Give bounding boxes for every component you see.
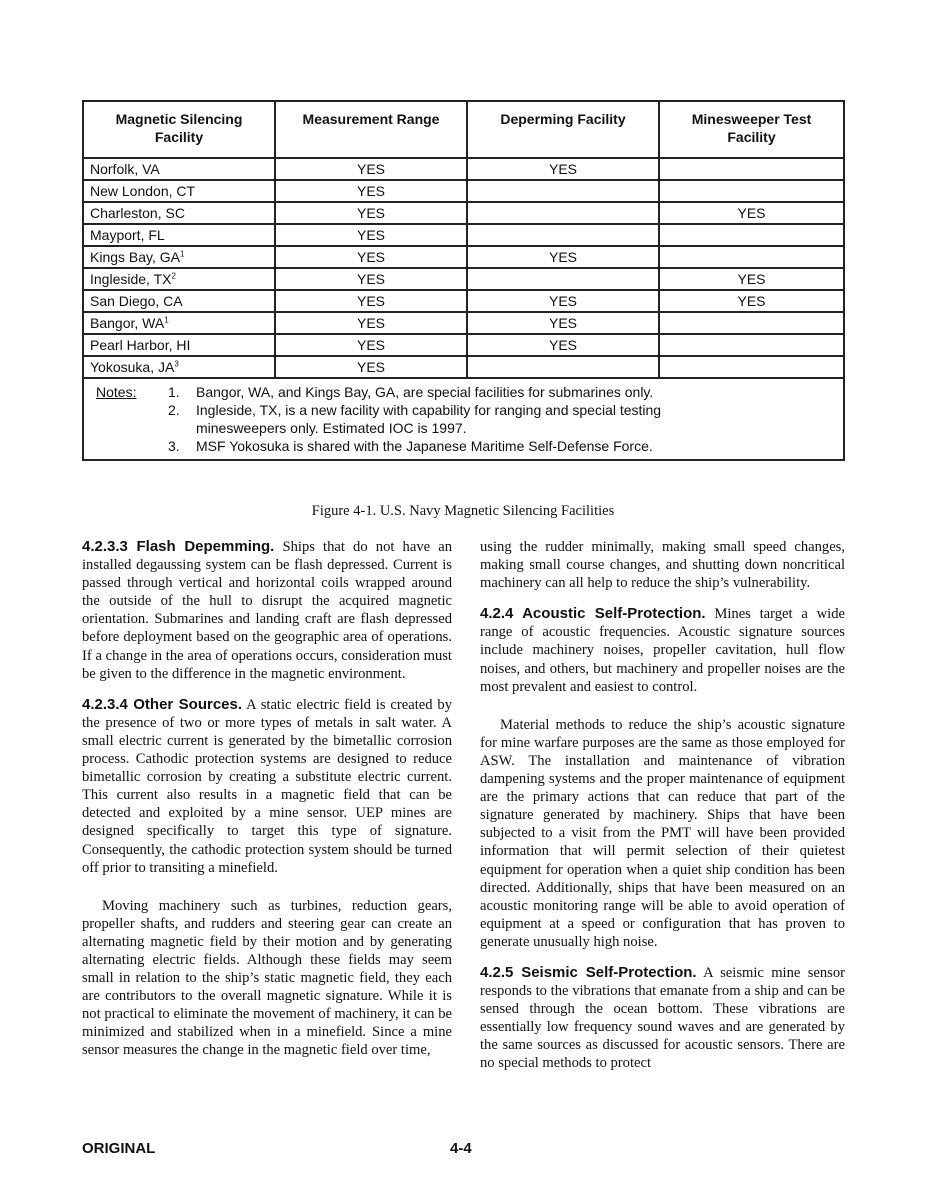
facility-cell xyxy=(83,356,275,378)
table-row xyxy=(83,334,844,356)
measurement-range-cell: YES xyxy=(275,180,467,202)
facility-name: Charleston, SC xyxy=(90,205,185,221)
facility-name: Ingleside, TX xyxy=(90,271,172,287)
facility-cell xyxy=(83,268,275,290)
measurement-range-cell: YES xyxy=(275,334,467,356)
minesweeper-test-cell: YES xyxy=(659,268,844,290)
table-row xyxy=(83,224,844,246)
footer-original: ORIGINAL xyxy=(82,1140,156,1157)
facility-cell xyxy=(83,312,275,334)
facility-name: Pearl Harbor, HI xyxy=(90,337,191,353)
deperming-cell: YES xyxy=(467,290,659,312)
footnote-ref: 1 xyxy=(180,249,185,259)
facility-name: Kings Bay, GA xyxy=(90,249,181,265)
facility-cell xyxy=(83,180,275,202)
deperming-cell xyxy=(467,224,659,246)
paragraph xyxy=(480,605,845,695)
measurement-range-cell: YES xyxy=(275,290,467,312)
table-row xyxy=(83,312,844,334)
deperming-cell xyxy=(467,202,659,224)
page-number: 4-4 xyxy=(450,1140,472,1157)
table-row xyxy=(83,268,844,290)
section-heading: 4.2.3.4 Other Sources. xyxy=(82,695,243,713)
header-deperming: Deperming Facility xyxy=(467,101,659,158)
figure-caption: Figure 4-1. U.S. Navy Magnetic Silencing Facilities xyxy=(311,503,615,519)
header-measurement-range: Measurement Range xyxy=(275,101,467,158)
facility-cell xyxy=(83,246,275,268)
minesweeper-test-cell xyxy=(659,158,844,180)
paragraph xyxy=(82,696,452,877)
table-row xyxy=(83,290,844,312)
minesweeper-test-cell xyxy=(659,246,844,268)
paragraph-text: Material methods to reduce the ship’s acoustic signature for mine warfare purposes are the same as those employed for ASW. The installation and maintenance of vibration dampening systems and the proper maintenance of equipment are the primary actions that can reduce that part of the signature generated by machinery. Ships that have been subjected to a visit from the PMT will have been provided information that will permit selection of their quietest equipment for operation when a quiet ship condition has been directed. Additionally, ships that have been measured on an acoustic monitoring range will be able to avoid operation of equipment at a speed or configuration that has proven to generate unusually high noise. xyxy=(480,716,845,950)
minesweeper-test-cell xyxy=(659,356,844,378)
deperming-cell xyxy=(467,180,659,202)
left-column xyxy=(82,538,452,1073)
footnote-ref: 2 xyxy=(171,271,176,281)
facility-name: Bangor, WA xyxy=(90,315,165,331)
deperming-cell: YES xyxy=(467,312,659,334)
facility-cell xyxy=(83,224,275,246)
measurement-range-cell: YES xyxy=(275,268,467,290)
facility-name: San Diego, CA xyxy=(90,293,183,309)
paragraph-text: Mines target a wide range of acoustic frequencies. Acoustic signature sources include machinery noises, propeller cavitation, hull flow noises, and others, but machinery and propeller noises are the most prevalent and easiest to control. xyxy=(480,606,845,695)
table-row xyxy=(83,180,844,202)
note-text: MSF Yokosuka is shared with the Japanese Maritime Self-Defense Force. xyxy=(196,438,653,454)
table-row xyxy=(83,246,844,268)
facility-cell xyxy=(83,334,275,356)
section-heading: 4.2.4 Acoustic Self-Protection. xyxy=(480,605,706,623)
deperming-cell: YES xyxy=(467,334,659,356)
note-text: Bangor, WA, and Kings Bay, GA, are special facilities for submarines only. xyxy=(196,384,654,400)
section-heading: 4.2.5 Seismic Self-Protection. xyxy=(480,963,697,981)
paragraph xyxy=(82,538,452,683)
deperming-cell xyxy=(467,356,659,378)
table-notes xyxy=(83,378,844,460)
measurement-range-cell: YES xyxy=(275,224,467,246)
deperming-cell: YES xyxy=(467,158,659,180)
header-facility: Magnetic Silencing Facility xyxy=(83,101,275,158)
deperming-cell: YES xyxy=(467,246,659,268)
paragraph-text: Ships that do not have an installed degaussing system can be flash depressed. Current is passed through vertical and horizontal coils wrapped around the outside of the hull to disrupt the acquired magnetic orientation. Submarines and landing craft are flash depressed before deployment based on the geographic area of operations. If a change in the area of operations occurs, consideration must be given to the difference in the magnetic environment. xyxy=(82,539,452,682)
minesweeper-test-cell: YES xyxy=(659,290,844,312)
footnote-ref: 3 xyxy=(174,359,179,369)
paragraph xyxy=(480,538,845,592)
table-row xyxy=(83,158,844,180)
note-number: 1. xyxy=(168,384,180,400)
paragraph-text: A seismic mine sensor responds to the vibrations that emanate from a ship and can be sensed through the ocean bottom. These vibrations are essentially low frequency sound waves and are generated by the same sources as discussed for acoustic sensors. There are no special methods to protect xyxy=(480,964,845,1072)
note-number: 2. xyxy=(168,402,180,418)
note-number: 3. xyxy=(168,438,180,454)
paragraph xyxy=(480,716,845,951)
facility-name: Yokosuka, JA xyxy=(90,359,175,375)
minesweeper-test-cell xyxy=(659,334,844,356)
facility-cell xyxy=(83,158,275,180)
header-minesweeper-test: Minesweeper Test Facility xyxy=(659,101,844,158)
facility-name: Mayport, FL xyxy=(90,227,165,243)
facility-name: New London, CT xyxy=(90,183,196,199)
notes-label: Notes: xyxy=(96,384,137,400)
table-header-row xyxy=(83,101,844,158)
right-column xyxy=(480,538,845,1086)
facility-name: Norfolk, VA xyxy=(90,161,160,177)
table-row xyxy=(83,356,844,378)
paragraph-text: using the rudder minimally, making small speed changes, making small course changes, and shutting down noncritical machinery can all help to reduce the ship’s vulnerability. xyxy=(480,539,845,592)
paragraph-text: A static electric field is created by the presence of two or more types of metals in salt water. A small electric current is generated by the bimetallic corrosion process. Cathodic protection systems are designed to reduce bimetallic corrosion by creating a substitute electric current. This current also results in a magnetic field that can be detected and exploited by a mine sensor. UEP mines are designed specifically to target this type of signature. Consequently, the cathodic protection system should be turned off prior to transiting a minefield. xyxy=(82,696,453,876)
measurement-range-cell: YES xyxy=(275,312,467,334)
measurement-range-cell: YES xyxy=(275,246,467,268)
measurement-range-cell: YES xyxy=(275,158,467,180)
deperming-cell xyxy=(467,268,659,290)
facility-cell xyxy=(83,290,275,312)
paragraph xyxy=(82,897,452,1060)
minesweeper-test-cell xyxy=(659,312,844,334)
paragraph xyxy=(480,964,845,1073)
minesweeper-test-cell xyxy=(659,224,844,246)
measurement-range-cell: YES xyxy=(275,356,467,378)
facility-cell xyxy=(83,202,275,224)
minesweeper-test-cell: YES xyxy=(659,202,844,224)
section-heading: 4.2.3.3 Flash Depemming. xyxy=(82,538,275,555)
table-row xyxy=(83,202,844,224)
facilities-table xyxy=(82,100,845,461)
note-text: Ingleside, TX, is a new facility with capability for ranging and special testing minesweepers only. Estimated IOC is 1997. xyxy=(196,402,662,436)
footnote-ref: 1 xyxy=(164,315,169,325)
measurement-range-cell: YES xyxy=(275,202,467,224)
minesweeper-test-cell xyxy=(659,180,844,202)
paragraph-text: Moving machinery such as turbines, reduction gears, propeller shafts, and rudders and steering gear can create an alternating magnetic field by their motion and by generating alternating electric fields. Although these fields may seem small in relation to the ship’s static magnetic field, they each are contributors to the overall magnetic signature. While it is not practical to eliminate the movement of machinery, it can be minimized and stabilized when in a minefield. Since a mine sensor measures the change in the magnetic field over time, xyxy=(82,897,452,1059)
